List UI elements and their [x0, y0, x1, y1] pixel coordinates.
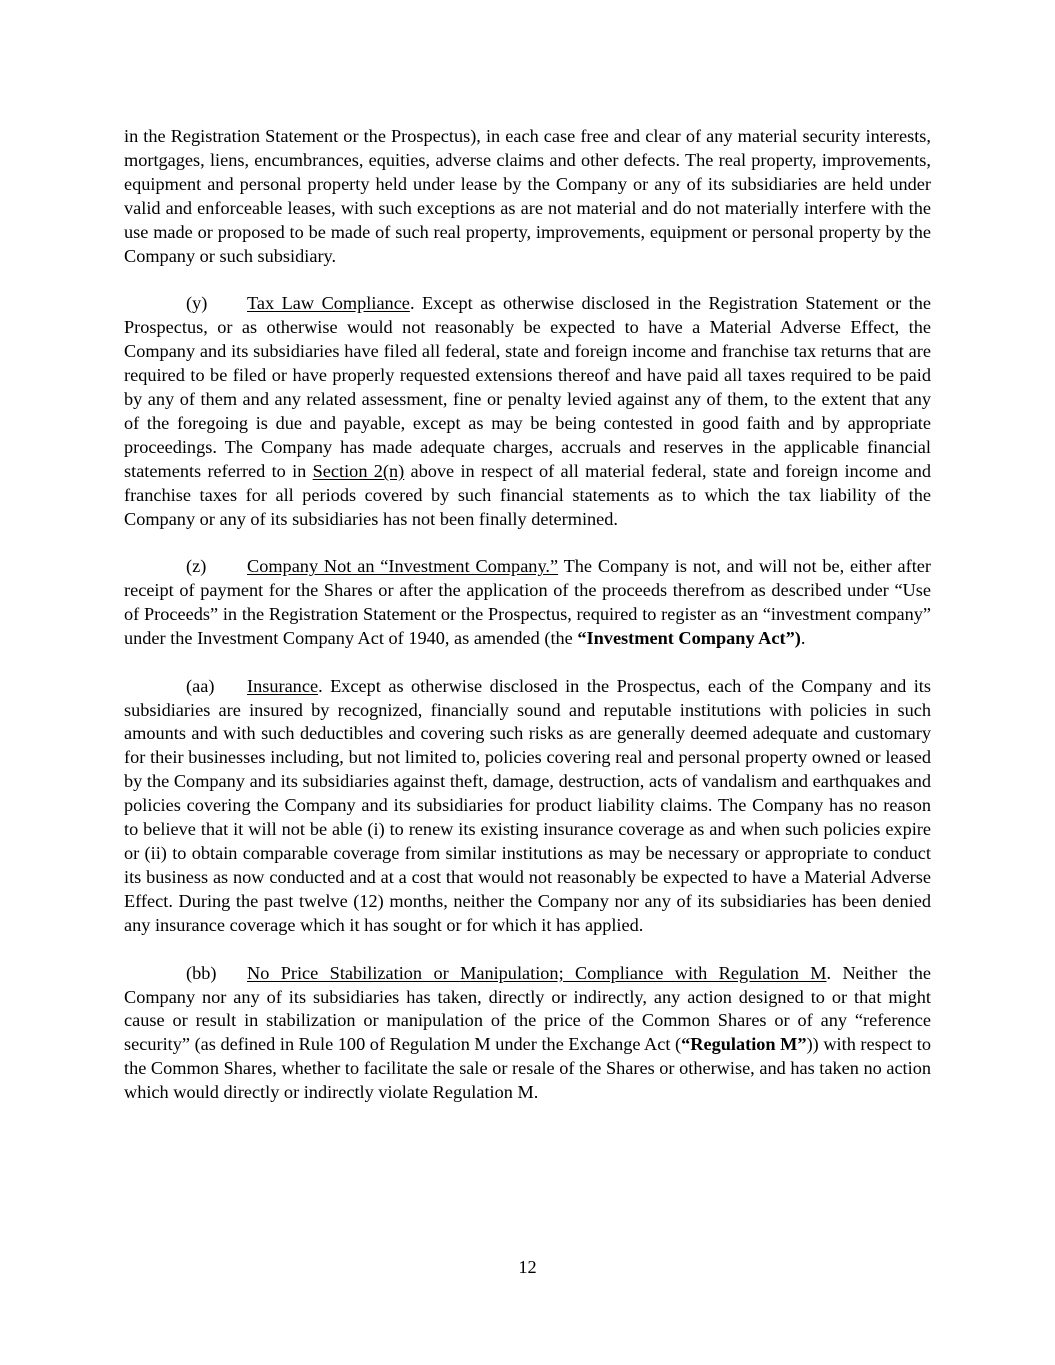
section-y-body-2: above in respect of all material federal, state and foreign income and franchise taxes for all periods covered by such financial statements as to which the tax liability of the Company or any of its subsidiaries has not been finally determined. [124, 460, 931, 529]
continuation-text: in the Registration Statement or the Prospectus), in each case free and clear of any material security interests, mortgages, liens, encumbrances, equities, adverse claims and other defects. The real property, improvements, equipment and personal property held under lease by the Company or any of its subsidiaries are held under valid and enforceable leases, with such exceptions as are not material and do not materially interfere with the use made or proposed to be made of such real property, improvements, equipment or personal property by the Company or such subsidiary. [124, 126, 931, 266]
document-page [124, 125, 931, 1129]
section-2n-reference: Section 2(n) [312, 460, 405, 481]
section-aa-paragraph [124, 675, 931, 938]
section-y-paragraph [124, 292, 931, 532]
section-z-label: (z) [186, 556, 207, 577]
section-bb-label: (bb) [186, 962, 217, 983]
section-z-body-2: . [800, 628, 806, 649]
section-z-defined-term: “Investment Company Act”) [577, 628, 801, 649]
section-aa-heading: Insurance [247, 675, 319, 696]
section-bb-paragraph [124, 962, 931, 1106]
section-y-label: (y) [186, 293, 208, 314]
section-y-body-1: Except as otherwise disclosed in the Registration Statement or the Prospectus, or as otherwise would not reasonably be expected to have a Material Adverse Effect, the Company and its subsidiaries have filed all federal, state and foreign income and franchise tax returns that are required to be filed or have properly requested extensions thereof and have paid all taxes required to be paid by any of them and any related assessment, fine or penalty levied against any of them, to the extent that any of the foregoing is due and payable, except as may be being contested in good faith and by appropriate proceedings. The Company has made adequate charges, accruals and reserves in the applicable financial statements referred to in [124, 293, 931, 481]
section-z-paragraph [124, 555, 931, 651]
section-bb-body-1: Neither the Company nor any of its subsidiaries has taken, directly or indirectly, any action designed to or that might cause or result in stabilization or manipulation of the price of the Common Shares or of any “reference security” (as defined in Rule 100 of Regulation M under the Exchange Act ( [124, 962, 931, 1055]
section-y-heading: Tax Law Compliance [247, 293, 410, 314]
section-z-body-1: The Company is not, and will not be, either after receipt of payment for the Shares or after the application of the proceeds therefrom as described under “Use of Proceeds” in the Registration Statement or the Prospectus, required to register as an “investment company” under the Investment Company Act of 1940, as amended (the [124, 556, 931, 649]
section-bb-body-2: )) with respect to the Common Shares, whether to facilitate the sale or resale of the Shares or otherwise, and has taken no action which would directly or indirectly violate Regulation M. [124, 1034, 931, 1103]
page-number: 12 [518, 1257, 537, 1277]
section-bb-heading: No Price Stabilization or Manipulation; Compliance with Regulation M [247, 962, 827, 983]
section-z-heading: Company Not an “Investment Company.” [247, 556, 559, 577]
section-bb-heading-suffix: . [826, 962, 832, 983]
section-bb-defined-term: “Regulation M” [681, 1034, 807, 1055]
section-aa-label: (aa) [186, 675, 215, 696]
section-aa-body-1: Except as otherwise disclosed in the Prospectus, each of the Company and its subsidiaries are insured by recognized, financially sound and reputable institutions with policies in such amounts and with such deductibles and covering such risks as are generally deemed adequate and customary for their businesses including, but not limited to, policies covering real and personal property owned or leased by the Company and its subsidiaries against theft, damage, destruction, acts of vandalism and earthquakes and policies covering the Company and its subsidiaries for product liability claims. The Company has no reason to believe that it will not be able (i) to renew its existing insurance coverage as and when such policies expire or (ii) to obtain comparable coverage from similar institutions as may be necessary or appropriate to conduct its business as now conducted and at a cost that would not reasonably be expected to have a Material Adverse Effect. During the past twelve (12) months, neither the Company nor any of its subsidiaries has been denied any insurance coverage which it has sought or for which it has applied. [124, 675, 931, 936]
section-aa-heading-suffix: . [318, 675, 323, 696]
continuation-paragraph [124, 125, 931, 269]
section-y-heading-suffix: . [409, 293, 415, 314]
